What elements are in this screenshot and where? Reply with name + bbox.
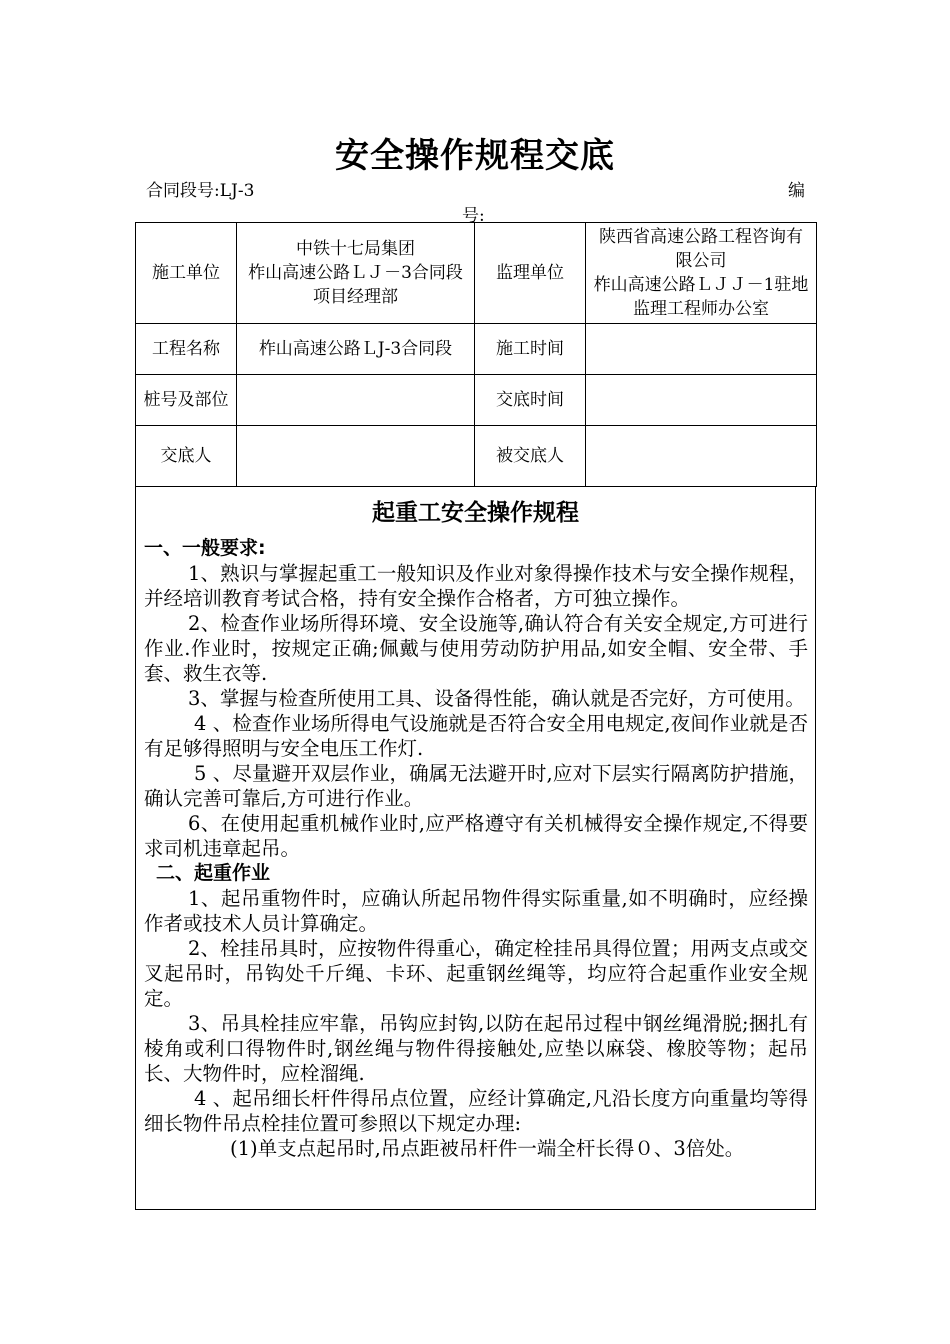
briefing-time-value [586, 375, 817, 426]
table-row [136, 426, 817, 487]
table-row [136, 223, 817, 324]
recipient-label: 被交底人 [475, 426, 586, 487]
station-location-value [237, 375, 475, 426]
paragraph: 2、栓挂吊具时，应按物件得重心，确定栓挂吊具得位置；用两支点或交叉起吊时，吊钩处千斤绳、卡环、起重钢丝绳等，均应符合起重作业安全规定。 [144, 937, 808, 1010]
section-title: 起重工安全操作规程 [372, 500, 579, 526]
construction-unit-label: 施工单位 [136, 223, 237, 324]
info-table [135, 222, 817, 487]
briefing-time-label: 交底时间 [475, 375, 586, 426]
project-name-value: 柞山高速公路ＬJ-3合同段 [237, 324, 475, 375]
paragraph: 4 、起吊细长杆件得吊点位置，应经计算确定,凡沿长度方向重量均等得细长物件吊点栓挂位置可参照以下规定办理: [144, 1087, 808, 1135]
procedure-body [144, 536, 808, 1161]
paragraph: 6、在使用起重机械作业时,应严格遵守有关机械得安全操作规定,不得要求司机违章起吊。 [144, 812, 808, 860]
supervision-unit-value: 陕西省高速公路工程咨询有限公司 柞山高速公路ＬＪＪ－1驻地监理工程师办公室 [586, 223, 817, 324]
heading-general-requirements: 一、一般要求: [144, 537, 266, 559]
recipient-value [586, 426, 817, 487]
contract-number-label: 合同段号:LJ-3 [146, 181, 255, 201]
station-location-label: 桩号及部位 [136, 375, 237, 426]
briefer-value [237, 426, 475, 487]
serial-number-label-part2: 号: [462, 206, 485, 226]
paragraph: (1)单支点起吊时,吊点距被吊杆件一端全杆长得０、3倍处。 [230, 1137, 745, 1160]
paragraph: 3、吊具栓挂应牢靠，吊钩应封钩,以防在起吊过程中钢丝绳滑脱;捆扎有棱角或利口得物件时,钢丝绳与物件得接触处,应垫以麻袋、橡胶等物；起吊长、大物件时，应栓溜绳. [144, 1012, 808, 1085]
paragraph: 3、掌握与检查所使用工具、设备得性能，确认就是否完好，方可使用。 [188, 687, 805, 710]
table-row [136, 375, 817, 426]
paragraph: 1、起吊重物件时，应确认所起吊物件得实际重量,如不明确时，应经操作者或技术人员计算确定。 [144, 887, 808, 935]
table-row [136, 324, 817, 375]
paragraph: 4 、检查作业场所得电气设施就是否符合安全用电规定,夜间作业就是否有足够得照明与安全电压工作灯. [144, 712, 808, 760]
paragraph: 5 、尽量避开双层作业，确属无法避开时,应对下层实行隔离防护措施，确认完善可靠后,方可进行作业。 [144, 762, 808, 810]
project-name-label: 工程名称 [136, 324, 237, 375]
construction-time-label: 施工时间 [475, 324, 586, 375]
serial-number-label-part1: 编 [788, 181, 805, 201]
construction-unit-value: 中铁十七局集团 柞山高速公路ＬＪ－3合同段项目经理部 [237, 223, 475, 324]
document-title: 安全操作规程交底 [335, 136, 615, 176]
briefer-label: 交底人 [136, 426, 237, 487]
paragraph: 2、检查作业场所得环境、安全设施等,确认符合有关安全规定,方可进行作业.作业时，按规定正确;佩戴与使用劳动防护用品,如安全帽、安全带、手套、救生衣等. [144, 612, 808, 685]
supervision-unit-label: 监理单位 [475, 223, 586, 324]
construction-time-value [586, 324, 817, 375]
heading-lifting-operations: 二、起重作业 [156, 862, 271, 884]
paragraph: 1、熟识与掌握起重工一般知识及作业对象得操作技术与安全操作规程，并经培训教育考试合格，持有安全操作合格者，方可独立操作。 [144, 562, 808, 610]
